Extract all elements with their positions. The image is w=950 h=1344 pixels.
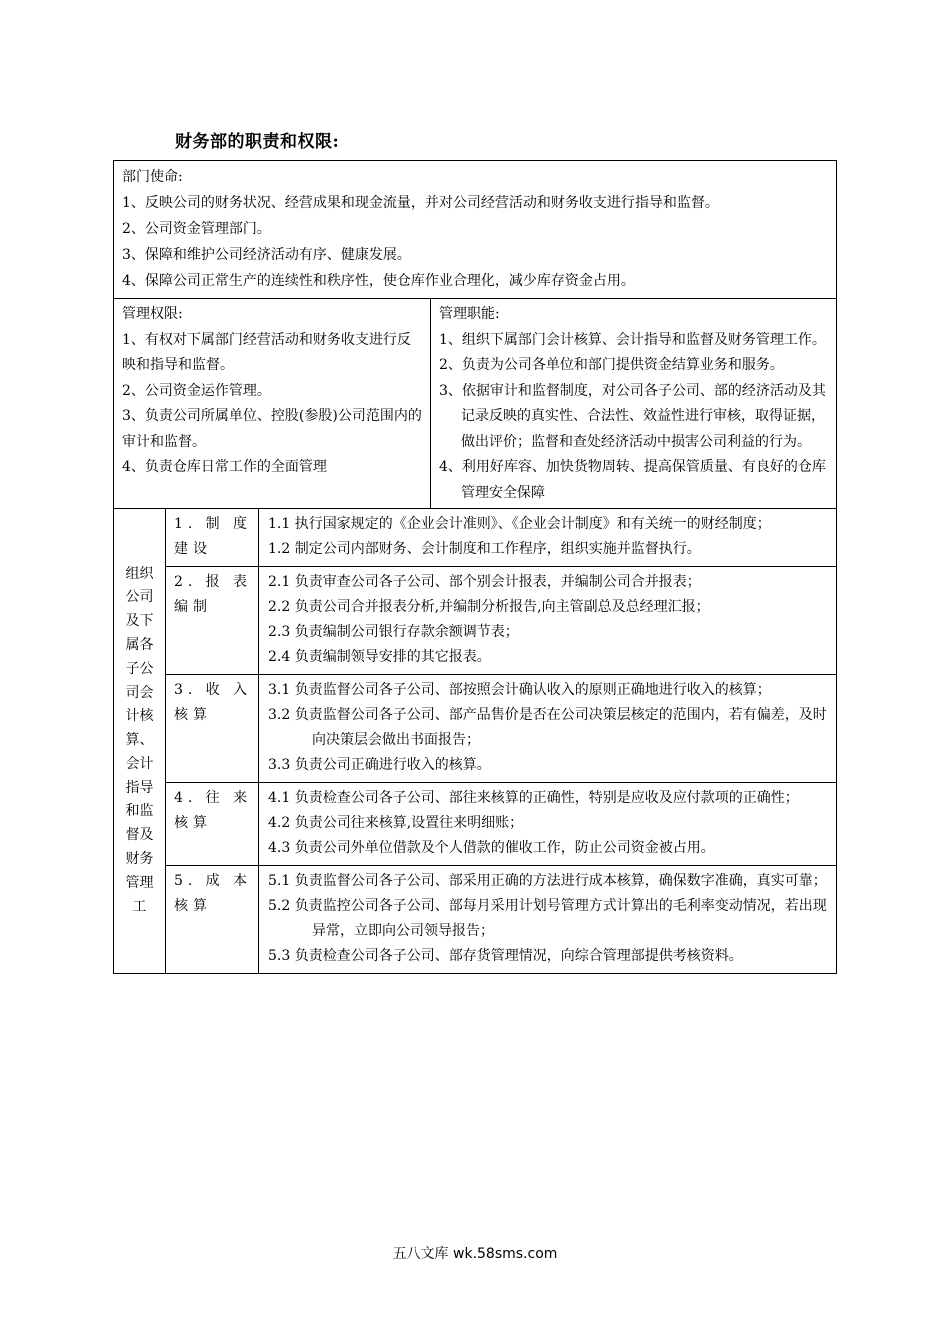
duty-sections — [166, 509, 836, 973]
section-item: 2.3 负责编制公司银行存款余额调节表； — [268, 624, 519, 640]
section-item: 2.2 负责公司合并报表分析,并编制分析报告,向主管副总及总经理汇报； — [268, 599, 710, 615]
authority-cell — [114, 299, 431, 508]
mission-item: 2、公司资金管理部门。 — [122, 221, 271, 237]
section-items — [259, 783, 836, 865]
section-label: 4.往来核算 — [166, 783, 259, 865]
section-item: 4.2 负责公司往来核算,设置往来明细账； — [268, 815, 524, 831]
section-label: 1.制度建设 — [166, 509, 259, 566]
function-item: 2、负责为公司各单位和部门提供资金结算业务和服务。 — [439, 357, 784, 373]
mission-heading: 部门使命: — [122, 169, 183, 185]
section-label: 3.收入核算 — [166, 675, 259, 782]
responsibility-table — [113, 160, 837, 974]
page-title: 财务部的职责和权限: — [175, 132, 340, 152]
mission-item: 1、反映公司的财务状况、经营成果和现金流量，并对公司经营活动和财务收支进行指导和监督。 — [122, 195, 719, 211]
authority-heading: 管理权限: — [122, 306, 183, 322]
section-row — [166, 866, 836, 973]
mission-item: 3、保障和维护公司经济活动有序、健康发展。 — [122, 247, 411, 263]
section-item: 2.1 负责审查公司各子公司、部个别会计报表，并编制公司合并报表； — [268, 574, 701, 590]
section-item: 3.1 负责监督公司各子公司、部按照会计确认收入的原则正确地进行收入的核算； — [268, 682, 771, 698]
section-item: 3.2 负责监督公司各子公司、部产品售价是否在公司决策层核定的范围内，若有偏差，及时向决策层会做出书面报告； — [268, 707, 827, 748]
authority-item: 1、有权对下属部门经营活动和财务收支进行反映和指导和监督。 — [122, 331, 411, 373]
vertical-label-cell — [114, 509, 166, 973]
section-row — [166, 567, 836, 675]
function-item: 3、依据审计和监督制度，对公司各子公司、部的经济活动及其记录反映的真实性、合法性、效益性进行审核，取得证据，做出评价；监督和查处经济活动中损害公司利益的行为。 — [439, 382, 826, 450]
section-label: 5.成本核算 — [166, 866, 259, 973]
section-row — [166, 675, 836, 783]
section-item: 3.3 负责公司正确进行收入的核算。 — [268, 757, 491, 773]
function-heading: 管理职能: — [439, 306, 500, 322]
authority-item: 3、负责公司所属单位、控股(参股)公司范围内的审计和监督。 — [122, 408, 422, 450]
duties-block — [114, 509, 836, 973]
section-item: 1.2 制定公司内部财务、会计制度和工作程序，组织实施并监督执行。 — [268, 541, 701, 557]
mission-cell — [114, 161, 836, 299]
section-item: 5.2 负责监控公司各子公司、部每月采用计划号管理方式计算出的毛利率变动情况，若出现异常，立即向公司领导报告； — [268, 898, 827, 939]
authority-item: 2、公司资金运作管理。 — [122, 382, 271, 399]
section-row — [166, 509, 836, 567]
section-item: 1.1 执行国家规定的《企业会计准则》、《企业会计制度》和有关统一的财经制度； — [268, 516, 771, 532]
section-items — [259, 675, 836, 782]
section-item: 2.4 负责编制领导安排的其它报表。 — [268, 649, 491, 665]
section-item: 5.3 负责检查公司各子公司、部存货管理情况，向综合管理部提供考核资料。 — [268, 948, 743, 964]
authority-function-row — [114, 299, 836, 509]
footer-watermark: 五八文库 wk.58sms.com — [392, 1246, 558, 1262]
authority-item: 4、负责仓库日常工作的全面管理 — [122, 459, 327, 475]
mission-item: 4、保障公司正常生产的连续性和秩序性，使仓库作业合理化，减少库存资金占用。 — [122, 273, 635, 289]
section-item: 4.3 负责公司外单位借款及个人借款的催收工作，防止公司资金被占用。 — [268, 840, 715, 856]
section-items — [259, 866, 836, 973]
section-row — [166, 783, 836, 866]
section-label: 2.报表编制 — [166, 567, 259, 674]
section-item: 5.1 负责监督公司各子公司、部采用正确的方法进行成本核算，确保数字准确，真实可靠； — [268, 873, 827, 889]
function-cell — [431, 299, 836, 508]
vertical-label: 组织公司及下属各子公司会计核算、 会计指导和监督及财务管理工 — [125, 565, 154, 915]
section-items — [259, 509, 836, 566]
section-item: 4.1 负责检查公司各子公司、部往来核算的正确性，特别是应收及应付款项的正确性； — [268, 790, 799, 806]
section-items — [259, 567, 836, 674]
function-item: 4、利用好库容、加快货物周转、提高保管质量、有良好的仓库管理安全保障 — [439, 459, 826, 501]
function-item: 1、组织下属部门会计核算、会计指导和监督及财务管理工作。 — [439, 331, 826, 348]
